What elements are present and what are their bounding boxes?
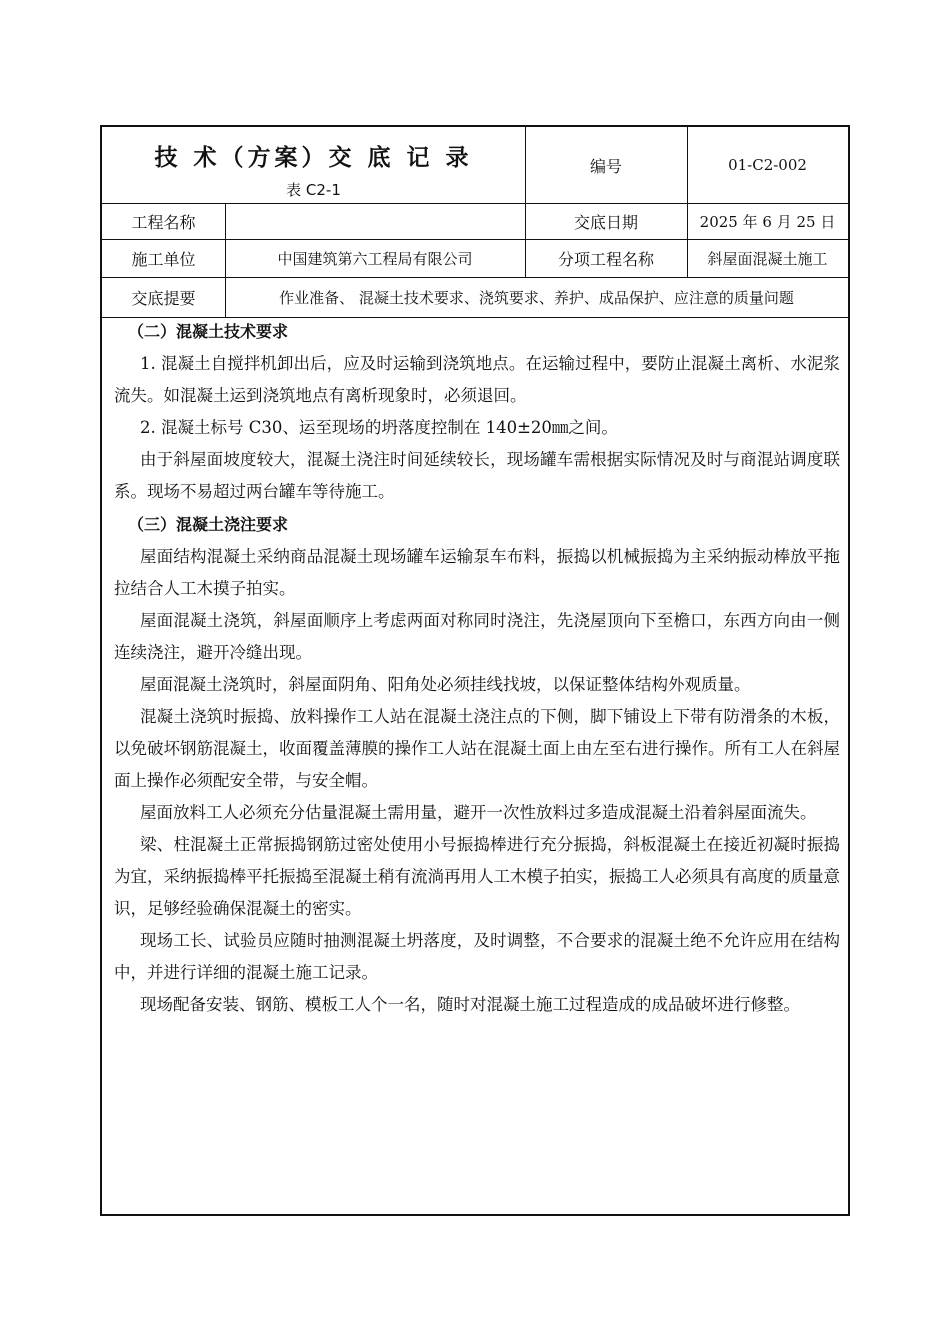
date-label: 交底日期	[573, 212, 638, 232]
number-label: 编号	[589, 156, 622, 176]
section-heading: （三）混凝土浇注要求	[128, 515, 289, 534]
paragraph: 现场工长、试验员应随时抽测混凝土坍落度，及时调整，不合要求的混凝土绝不允许应用在结构中，并进行详细的混凝土施工记录。	[114, 931, 840, 982]
row-divider	[102, 317, 848, 318]
summary-value: 作业准备、 混凝土技术要求、浇筑要求、养护、成品保护、应注意的质量问题	[279, 288, 794, 307]
contractor-value: 中国建筑第六工程局有限公司	[277, 249, 473, 268]
contractor-label: 施工单位	[131, 249, 196, 269]
project-name-label: 工程名称	[131, 212, 196, 232]
subproject-value: 斜屋面混凝土施工	[707, 249, 828, 268]
paragraph: 由于斜屋面坡度较大，混凝土浇注时间延续较长，现场罐车需根据实际情况及时与商混站调度联系。现场不易超过两台罐车等待施工。	[114, 450, 840, 501]
paragraph: 混凝土浇筑时振捣、放料操作工人站在混凝土浇注点的下侧，脚下铺设上下带有防滑条的木板，以免破坏钢筋混凝土，收面覆盖薄膜的操作工人站在混凝土面上由左至右进行操作。所有工人在斜屋面上操作必须配安全带，与安全帽。	[114, 707, 840, 790]
subproject-label: 分项工程名称	[557, 249, 654, 269]
form-code: 表 C2-1	[286, 180, 341, 199]
date-value: 2025 年 6 月 25 日	[699, 212, 836, 231]
paragraph: 屋面混凝土浇筑时，斜屋面阴角、阳角处必须挂线找坡，以保证整体结构外观质量。	[140, 675, 751, 694]
disclosure-content	[102, 319, 848, 1021]
number-value: 01-C2-002	[728, 156, 807, 174]
page-title: 技 术（方案）交 底 记 录	[154, 144, 473, 171]
paragraph: 屋面结构混凝土采纳商品混凝土现场罐车运输泵车布料，振捣以机械振捣为主采纳振动棒放平拖拉结合人工木摸子拍实。	[114, 547, 840, 598]
section-heading: （二）混凝土技术要求	[128, 322, 289, 341]
disclosure-record-table	[100, 125, 850, 1216]
paragraph: 2. 混凝土标号 C30、运至现场的坍落度控制在 140±20㎜之间。	[140, 418, 618, 437]
paragraph: 屋面放料工人必须充分估量混凝土需用量，避开一次性放料过多造成混凝土沿着斜屋面流失。	[140, 803, 817, 822]
summary-label: 交底提要	[131, 288, 196, 308]
paragraph: 1. 混凝土自搅拌机卸出后，应及时运输到浇筑地点。在运输过程中，要防止混凝土离析、水泥浆流失。如混凝土运到浇筑地点有离析现象时，必须退回。	[114, 354, 840, 405]
paragraph: 屋面混凝土浇筑，斜屋面顺序上考虑两面对称同时浇注，先浇屋顶向下至檐口，东西方向由一侧连续浇注，避开冷缝出现。	[114, 611, 840, 662]
paragraph: 现场配备安装、钢筋、模板工人个一名，随时对混凝土施工过程造成的成品破坏进行修整。	[140, 995, 800, 1014]
paragraph: 梁、柱混凝土正常振捣钢筋过密处使用小号振捣棒进行充分振捣，斜板混凝土在接近初凝时振捣为宜，采纳振捣棒平托振捣至混凝土稍有流淌再用人工木模子拍实，振捣工人必须具有高度的质量意识，足够经验确保混凝土的密实。	[114, 835, 840, 918]
project-name-value	[225, 203, 525, 239]
